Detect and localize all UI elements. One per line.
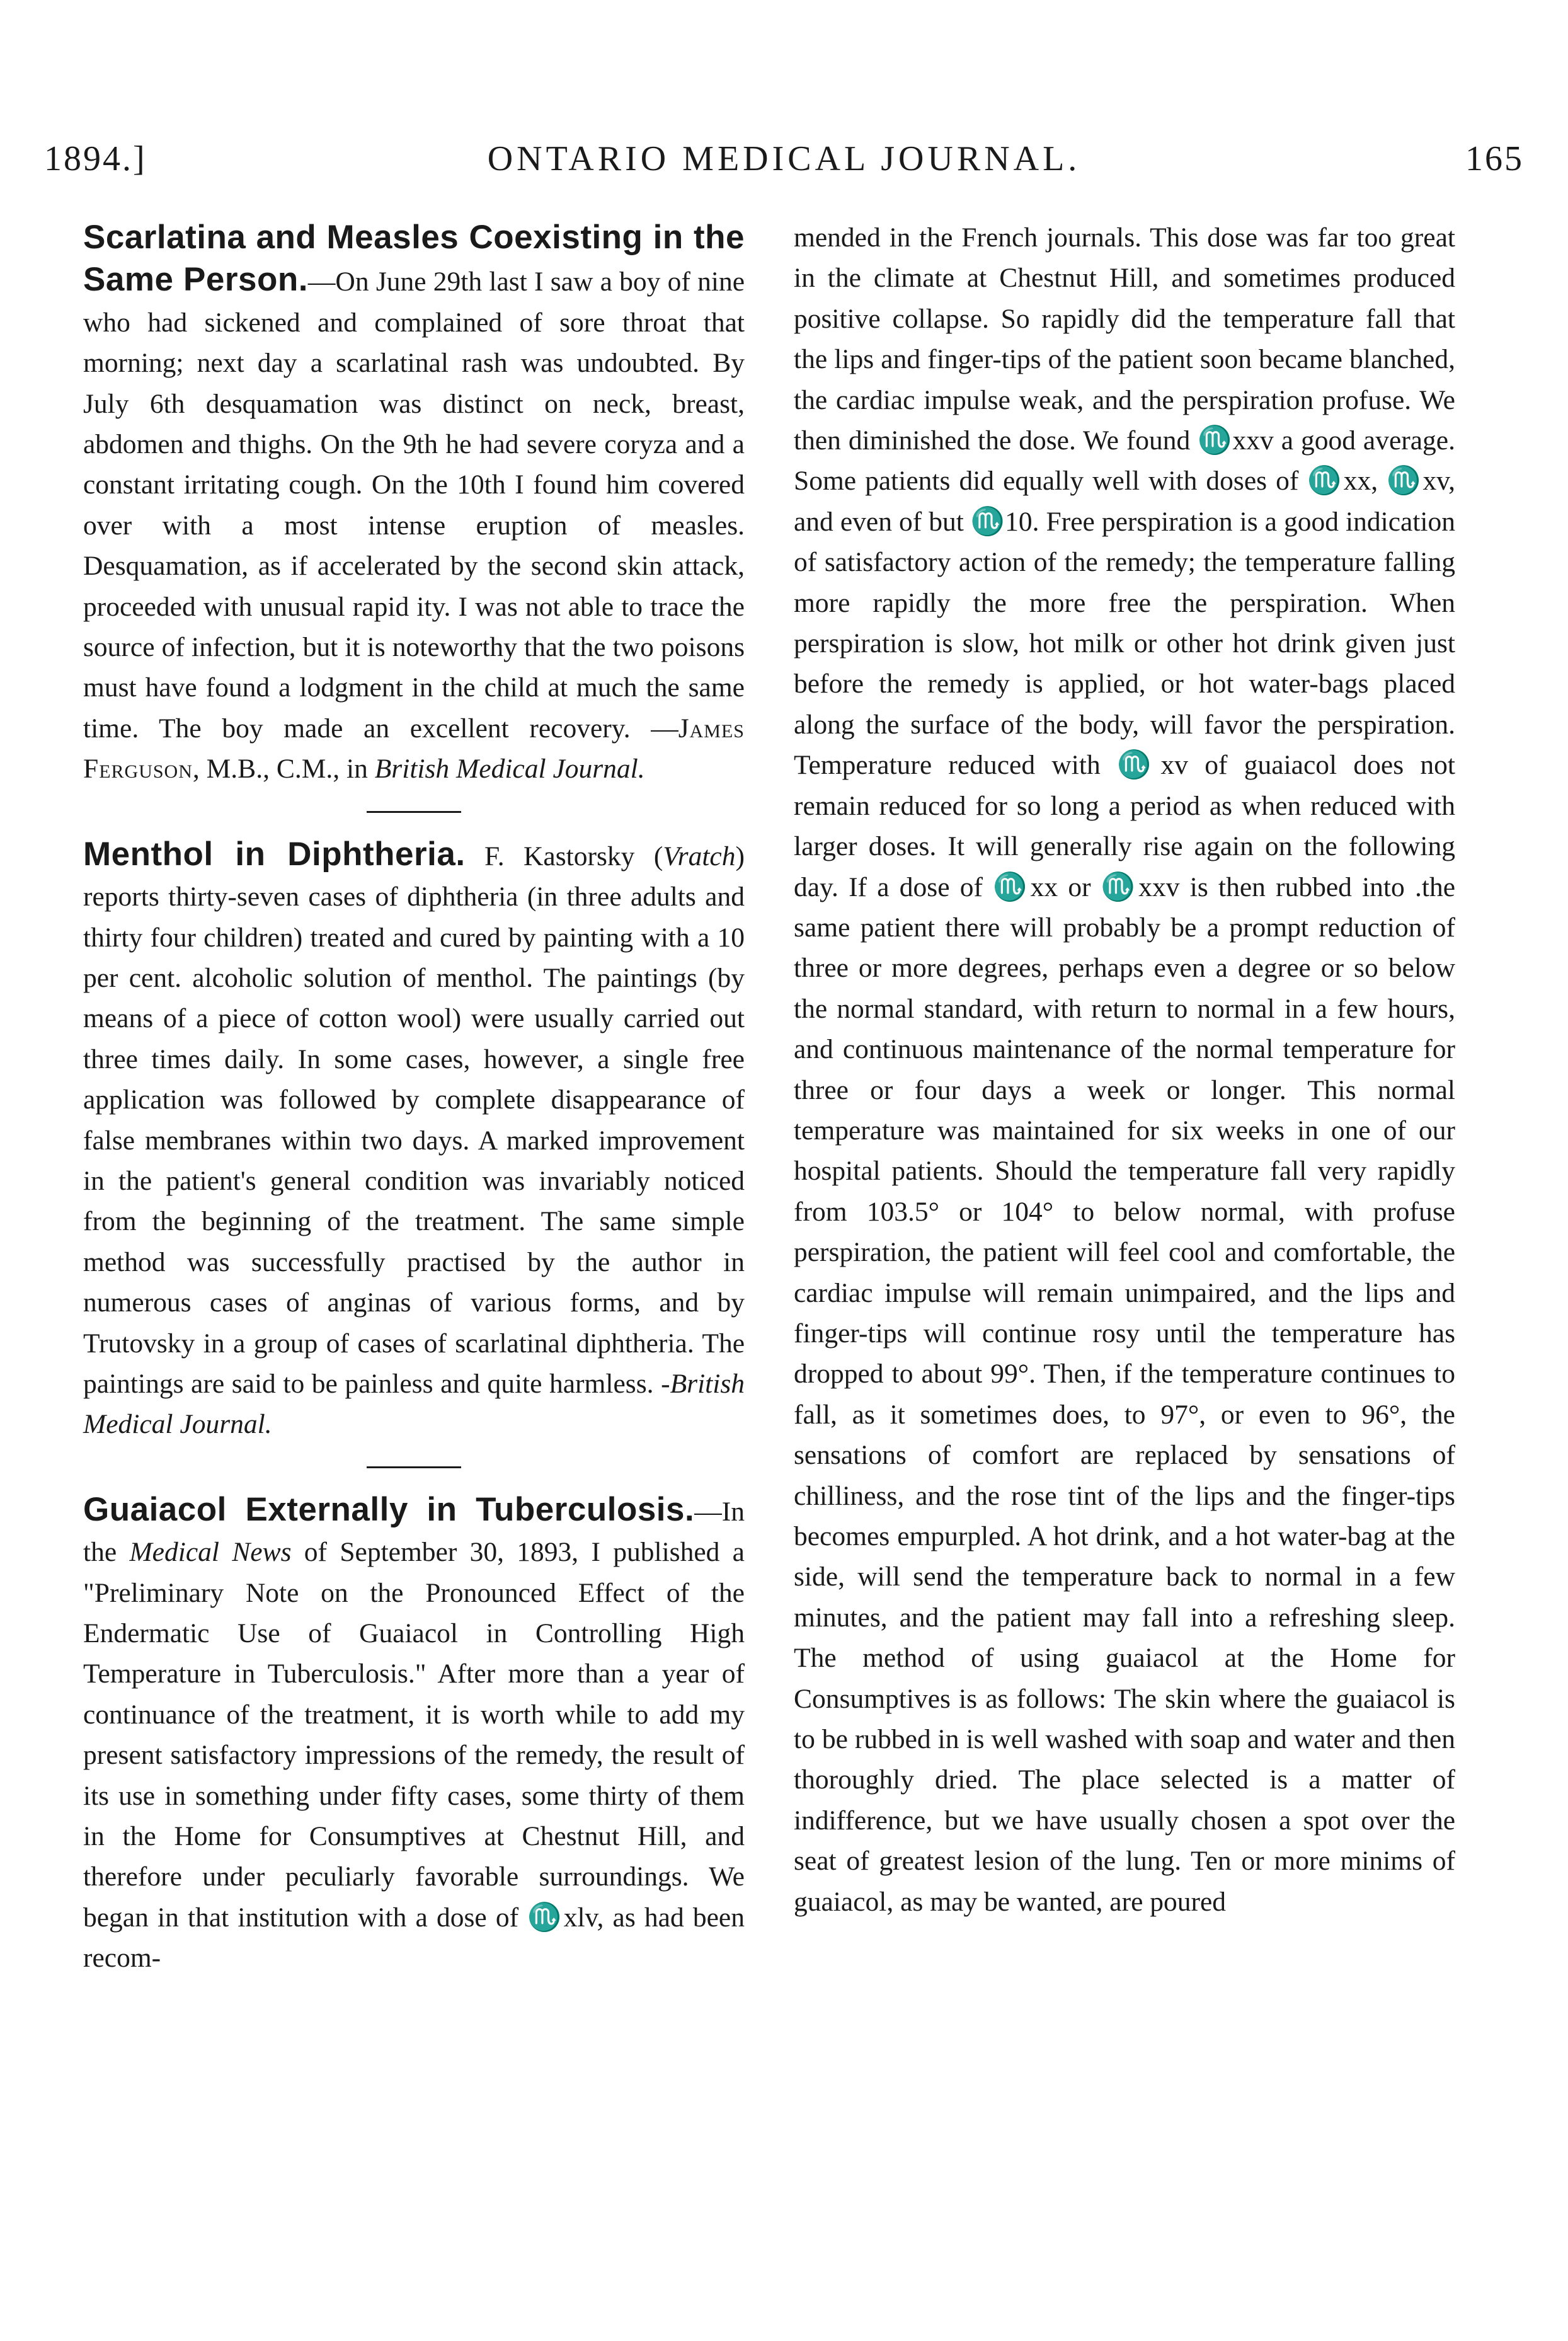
running-head [44, 139, 1524, 195]
article-source: British Medical Journal. [83, 1368, 745, 1440]
running-head-journal-title: ONTARIO MEDICAL JOURNAL. [487, 139, 1081, 178]
section-divider [367, 811, 461, 813]
article-credentials: , M.B., C.M., in [192, 754, 375, 785]
right-column [794, 217, 1455, 1922]
article-guaiacol-continued: mended in the French journals. This dose was far too great in the climate at Chestnut Hill, and sometimes produced positive collapse. So rapidly did the temperature fall that the lips and finger-tips of the patient soon became blanched, the cardiac impulse weak, and the perspiration profuse. We then diminished the dose. We found ♏xxv a good average. Some patients did equally well with doses of ♏xx, ♏xv, and even of but ♏10. Free perspiration is a good indication of satisfactory action of the remedy; the temperature falling more rapidly the more free the perspiration. When perspiration is slow, hot milk or other hot drink given just before the remedy is applied, or hot water-bags placed along the surface of the body, will favor the perspiration. Temperature reduced with ♏xv of guaiacol does not remain reduced for so long a period as when reduced with larger doses. It will generally rise again on the following day. If a dose of ♏xx or ♏xxv is then rubbed into .the same patient there will probably be a prompt reduction of three or more degrees, perhaps even a degree or so below the normal standard, with return to normal in a few hours, and continuous maintenance of the normal temperature for three or four days a week or longer. This normal temperature was maintained for six weeks in one of our hospital patients. Should the temperature fall very rapidly from 103.5° or 104° to below normal, with profuse perspiration, the patient will feel cool and comfortable, the cardiac impulse will remain unimpaired, and the lips and finger-tips will continue rosy until the temperature has dropped to about 99°. Then, if the temperature continues to fall, as it sometimes does, to 97°, or even to 96°, the sensations of comfort are replaced by sensations of chilliness, and the rose tint of the lips and the finger-tips becomes empurpled. A hot drink, and a hot water-bag at the side, will send the temperature back to normal in a few minutes, and the patient may fall into a refreshing sleep. The method of using guaiacol at the Home for Consumptives is as follows: The skin where the guaiacol is to be rubbed in is well washed with soap and water and then thoroughly dried. The place selected is a matter of indifference, but we have usually chosen a spot over the seat of greatest lesion of the lung. Ten or more minims of guaiacol, as may be wanted, are poured [794, 222, 1455, 1917]
article-body: of September 30, 1893, I published a "Preliminary Note on the Pronounced Effect of the Endermatic Use of Guaiacol in Controlling High Temperature in Tuberculosis." After more than a year of continuance of the treatment, it is worth while to add my present satisfactory impressions of the remedy, the result of its use in something under fifty cases, some thirty of them in the Home for Consumptives at Chestnut Hill, and therefore under peculiarly favorable surroundings. We began in that institution with a dose of ♏xlv, as had been recom- [83, 1537, 745, 1974]
running-head-year: 1894.] [44, 139, 147, 178]
article-body: ) reports thirty-seven cases of diphtheria (in three adults and thirty four children) treated and cured by painting with a 10 per cent. alcoholic solution of menthol. The paintings (by means of a piece of cotton wool) were usually carried out three times daily. In some cases, however, a single free application was followed by complete disappearance of false membranes within two days. A marked improvement in the patient's general condition was invariably noticed from the beginning of the treatment. The same simple method was successfully practised by the author in numerous cases of anginas of various forms, and by Trutovsky in a group of cases of scarlatinal diphtheria. The paintings are said to be painless and quite harmless. - [83, 841, 745, 1399]
left-column [83, 217, 745, 1979]
section-divider [367, 1466, 461, 1468]
article-body-lead: —In the [83, 1496, 745, 1568]
article-source: British Medical Journal. [374, 754, 645, 785]
article-title: Scarlatina and Measles Coexisting in the Same Person. [83, 219, 745, 299]
article-scarlatina [83, 217, 745, 790]
article-lead-source: Vratch [663, 841, 736, 871]
article-lead-source: Medical News [129, 1537, 292, 1568]
article-guaiacol [83, 1490, 745, 1979]
article-body: —On June 29th last I saw a boy of nine who had sickened and complained of sore throat that morning; next day a scarlatinal rash was undoubted. By July 6th desquamation was distinct on neck, breast, abdomen and thighs. On the 9th he had severe coryza and a constant irritating cough. On the 10th I found him covered over with a most intense eruption of measles. Desquamation, as if accelerated by the second skin attack, proceeded with unusual rapid ity. I was not able to trace the source of infection, but it is noteworthy that the two poisons must have found a lodgment in the child at much the same time. The boy made an excellent recovery. — [83, 267, 745, 744]
article-menthol [83, 834, 745, 1445]
article-author: James Ferguson [83, 713, 745, 785]
page-number: 165 [1465, 139, 1524, 178]
article-body-lead: F. Kastorsky ( [465, 841, 663, 871]
article-title: Menthol in Diphtheria. [83, 835, 466, 873]
article-title: Guaiacol Externally in Tuberculosis. [83, 1490, 695, 1528]
